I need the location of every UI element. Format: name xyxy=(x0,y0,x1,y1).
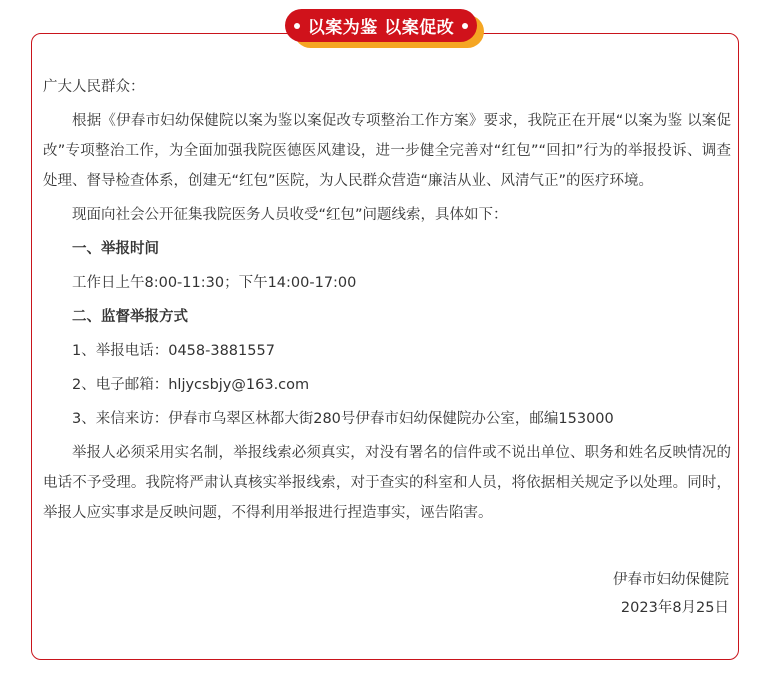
header-title: 以案为鉴 以案促改 xyxy=(307,18,455,38)
letter-body xyxy=(43,72,731,528)
section-title-time: 一、举报时间 xyxy=(72,241,159,257)
bullet-dot-icon xyxy=(462,23,468,29)
report-time: 工作日上午8:00-11:30；下午14:00-17:00 xyxy=(72,275,357,291)
signature-block xyxy=(613,566,729,622)
signature-date: 2023年8月25日 xyxy=(620,600,729,616)
report-email: 2、电子邮箱：hljycsbjy@163.com xyxy=(72,377,310,393)
section-title-methods: 二、监督举报方式 xyxy=(72,309,188,325)
report-phone: 1、举报电话：0458-3881557 xyxy=(72,343,275,359)
intro-paragraph: 根据《伊春市妇幼保健院以案为鉴以案促改专项整治工作方案》要求，我院正在开展“以案为鉴 以案促改”专项整治工作，为全面加强我院医德医风建设，进一步健全完善对“红包”“回扣”行为的举报投诉、调查处理、督导检查体系，创建无“红包”医院，为人民群众营造“廉洁从业、风清气正”的医疗环境。 xyxy=(43,113,731,189)
solicit-paragraph: 现面向社会公开征集我院医务人员收受“红包”问题线索，具体如下： xyxy=(72,207,508,223)
notice-paragraph: 举报人必须采用实名制，举报线索必须真实，对没有署名的信件或不说出单位、职务和姓名反映情况的电话不予受理。我院将严肃认真核实举报线索，对于查实的科室和人员，将依据相关规定予以处理。同时，举报人应实事求是反映问题，不得利用举报进行捏造事实，诬告陷害。 xyxy=(43,445,731,521)
salutation: 广大人民群众： xyxy=(43,79,145,95)
report-address: 3、来信来访：伊春市乌翠区林都大街280号伊春市妇幼保健院办公室，邮编153000 xyxy=(72,411,614,427)
signature-org: 伊春市妇幼保健院 xyxy=(613,572,729,588)
header-badge xyxy=(285,9,477,42)
bullet-dot-icon xyxy=(294,23,300,29)
